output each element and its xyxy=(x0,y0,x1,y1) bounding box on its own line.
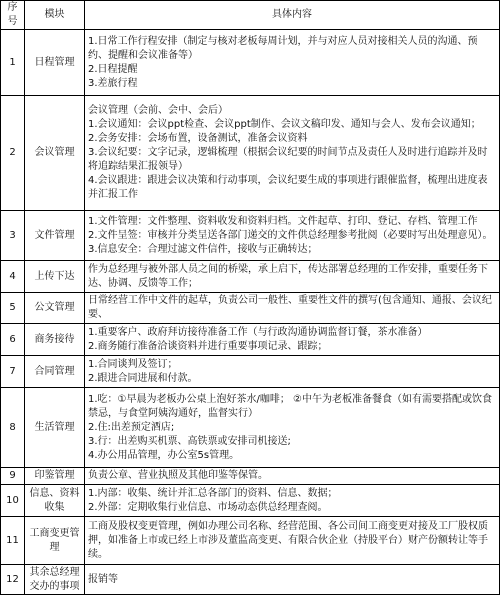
content-line: 报销等 xyxy=(88,573,118,585)
table-row xyxy=(1,261,500,293)
content-line: 3.会议纪要：文字记录，逻辑梳理（根据会议纪要的时间节点及责任人及时进行追踪并及时将追踪结果汇报领导） xyxy=(88,147,488,172)
row-module: 文件管理 xyxy=(25,211,85,261)
table-row xyxy=(1,485,500,517)
row-number: 4 xyxy=(1,261,25,293)
table-header-row xyxy=(1,1,500,30)
row-content xyxy=(85,261,500,293)
row-module: 公文管理 xyxy=(25,293,85,324)
row-module: 印鉴管理 xyxy=(25,468,85,485)
row-number: 7 xyxy=(1,356,25,388)
row-content xyxy=(85,30,500,96)
content-line: 2.文件呈签：审核并分类呈送各部门递交的文件供总经理参考批阅（必要时写出处理意见）。 xyxy=(88,229,493,241)
row-module: 其余总经理交办的事项 xyxy=(25,565,85,595)
row-number: 1 xyxy=(1,30,25,96)
row-content xyxy=(85,388,500,468)
content-line: 2.外部：定期收集行业信息、市场动态供总经理查阅。 xyxy=(88,501,328,513)
table-row xyxy=(1,356,500,388)
content-line: 4.会议跟进：跟进会议决策和行动事项，会议纪要生成的事项进行跟催监督，梳理出进度表并汇报工作 xyxy=(88,175,488,200)
row-module: 信息、资料收集 xyxy=(25,485,85,517)
row-content xyxy=(85,293,500,324)
content-line: 作为总经理与被外部人员之间的桥梁，承上启下，传达部署总经理的工作安排，重要任务下达、协调、反馈等工作； xyxy=(88,263,488,289)
row-number: 12 xyxy=(1,565,25,595)
row-module: 上传下达 xyxy=(25,261,85,293)
content-line: 1.内部：收集、统计并汇总各部门的资料、信息、数据； xyxy=(88,487,338,499)
content-line: 2.住:出差预定酒店; xyxy=(88,421,175,433)
row-module: 日程管理 xyxy=(25,30,85,96)
content-line: 2.会务安排：会场布置，设备测试，准备会议资料 xyxy=(88,133,308,144)
content-line: 会议管理（会前、会中、会后） xyxy=(88,105,228,116)
content-line: 日常经营工作中文件的起草，负责公司一般性、重要性文件的撰写(包含通知、通报、会议纪要、 xyxy=(88,295,492,320)
table-row xyxy=(1,293,500,324)
header-module: 模块 xyxy=(25,1,85,30)
table-row xyxy=(1,388,500,468)
table-row xyxy=(1,468,500,485)
row-content xyxy=(85,565,500,595)
row-module: 工商变更管理 xyxy=(25,517,85,565)
row-module: 合同管理 xyxy=(25,356,85,388)
content-line: 2.商务随行准备洽谈资料并进行重要事项记录、跟踪； xyxy=(88,340,328,352)
row-module: 会议管理 xyxy=(25,96,85,211)
table-row xyxy=(1,324,500,356)
row-content xyxy=(85,324,500,356)
row-content xyxy=(85,96,500,211)
row-module: 生活管理 xyxy=(25,388,85,468)
row-content xyxy=(85,485,500,517)
table-row xyxy=(1,30,500,96)
row-module: 商务接待 xyxy=(25,324,85,356)
content-line: 3.信息安全：合理过滤文件信件，接收与正确转达； xyxy=(88,243,318,255)
table-row xyxy=(1,96,500,211)
content-line: 负责公章、营业执照及其他印鉴等保管。 xyxy=(88,470,268,481)
table-row xyxy=(1,565,500,595)
row-content xyxy=(85,517,500,565)
row-number: 8 xyxy=(1,388,25,468)
row-number: 6 xyxy=(1,324,25,356)
row-number: 11 xyxy=(1,517,25,565)
header-content: 具体内容 xyxy=(85,1,500,30)
row-content xyxy=(85,468,500,485)
content-line: 1.日常工作行程安排（制定与核对老板每周计划，并与对应人员对接相关人员的沟通、预约、提醒和会议准备等） xyxy=(88,35,478,61)
row-number: 5 xyxy=(1,293,25,324)
content-line: 1.吃：①早晨为老板办公桌上泡好茶水/咖啡； ②中午为老板准备餐食（如有需要搭配或饮食禁忌，与食堂阿姨沟通好，监督实行） xyxy=(88,393,493,419)
content-line: 4.办公用品管理，办公室5s管理。 xyxy=(88,449,240,461)
content-line: 1.重要客户、政府拜访接待准备工作（与行政沟通协调监督订餐，茶水准备） xyxy=(88,326,428,338)
row-number: 3 xyxy=(1,211,25,261)
row-number: 9 xyxy=(1,468,25,485)
content-line: 1.会议通知：会议ppt检查、会议ppt制作、会议文稿印发、通知与会人、发布会议通知； xyxy=(88,119,481,130)
content-line: 3.行：出差购买机票、高铁票或安排司机接送; xyxy=(88,435,291,447)
table-row xyxy=(1,517,500,565)
row-number: 10 xyxy=(1,485,25,517)
row-number: 2 xyxy=(1,96,25,211)
content-line: 工商及股权变更管理，例如办理公司名称、经营范围、各公司间工商变更对接及工厂股权质押，如准备上市或已经上市涉及董监高变更、有限合伙企业（持股平台）财产份额转让等手续。 xyxy=(88,520,488,560)
row-content xyxy=(85,211,500,261)
content-line: 2.跟进合同进展和付款。 xyxy=(88,372,198,384)
row-content xyxy=(85,356,500,388)
content-line: 2.日程提醒 xyxy=(88,63,138,75)
content-line: 3.差旅行程 xyxy=(88,77,138,89)
content-line: 1.文件管理：文件整理、资料收发和资料归档。文件起草、打印、登记、存档、管理工作 xyxy=(88,215,478,227)
table-row xyxy=(1,211,500,261)
header-no: 序号 xyxy=(1,1,25,30)
content-line: 1.合同谈判及签订； xyxy=(88,358,178,370)
